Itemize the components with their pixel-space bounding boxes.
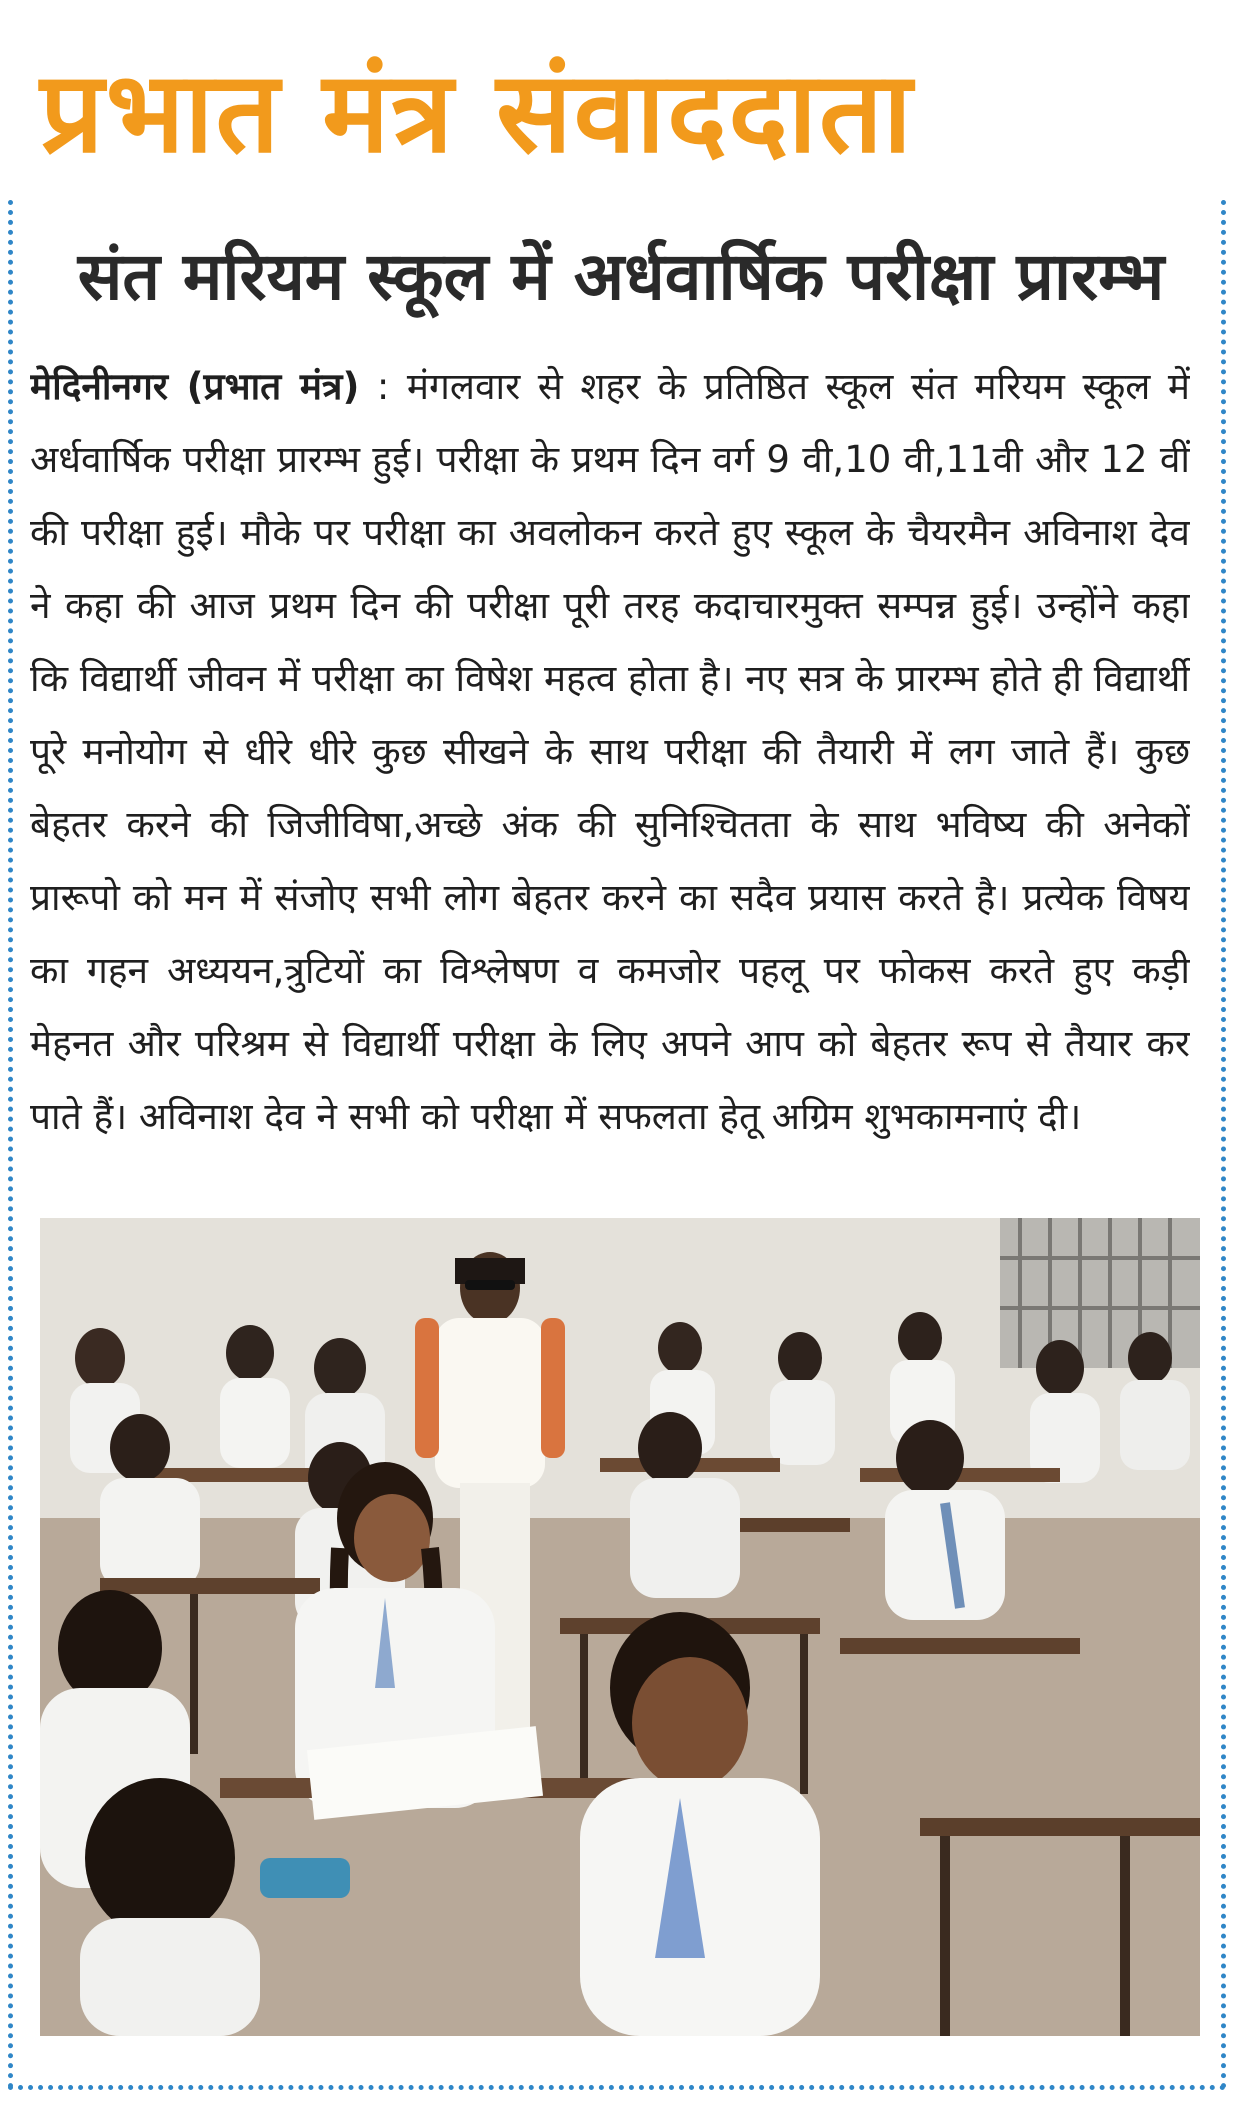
article-headline: संत मरियम स्कूल में अर्धवार्षिक परीक्षा प्रारम्भ bbox=[77, 237, 1165, 315]
dateline-separator: : bbox=[359, 365, 407, 408]
exam-hall-illustration bbox=[40, 1218, 1200, 2036]
article-body bbox=[30, 350, 1190, 1200]
article-dateline: मेदिनीनगर (प्रभात मंत्र) bbox=[30, 365, 360, 408]
window-grille bbox=[1000, 1218, 1200, 1368]
masthead bbox=[40, 28, 1210, 198]
exam-hall-photo bbox=[40, 1218, 1200, 2036]
article-headline-box bbox=[36, 222, 1206, 332]
article-body-text: मंगलवार से शहर के प्रतिष्ठित स्कूल संत मरियम स्कूल में अर्धवार्षिक परीक्षा प्रारम्भ हुई। परीक्षा के प्रथम दिन वर्ग 9 वी,10 वी,11वी और 12 वीं की परीक्षा हुई। मौके पर परीक्षा का अवलोकन करते हुए स्कूल के चैयरमैन अविनाश देव ने कहा की आज प्रथम दिन की परीक्षा पूरी तरह कदाचारमुक्त सम्पन्न हुई। उन्होंने कहा कि विद्यार्थी जीवन में परीक्षा का विषेश महत्व होता है। नए सत्र के प्रारम्भ होते ही विद्यार्थी पूरे मनोयोग से धीरे धीरे कुछ सीखने के साथ परीक्षा की तैयारी में लग जाते हैं। कुछ बेहतर करने की जिजीविषा,अच्छे अंक की सुनिश्चितता के साथ भविष्य की अनेकों प्रारूपो को मन में संजोए सभी लोग बेहतर करने का सदैव प्रयास करते है। प्रत्येक विषय का गहन अध्ययन,त्रुटियों का विश्लेषण व कमजोर पहलू पर फोकस करते हुए कड़ी मेहनत और परिश्रम से विद्यार्थी परीक्षा के लिए अपने आप को बेहतर रूप से तैयार कर पाते हैं। अविनाश देव ने सभी को परीक्षा में सफलता हेतू अग्रिम शुभकामनाएं दी। bbox=[30, 365, 1190, 1138]
masthead-title: प्रभात मंत्र संवाददाता bbox=[40, 48, 914, 178]
